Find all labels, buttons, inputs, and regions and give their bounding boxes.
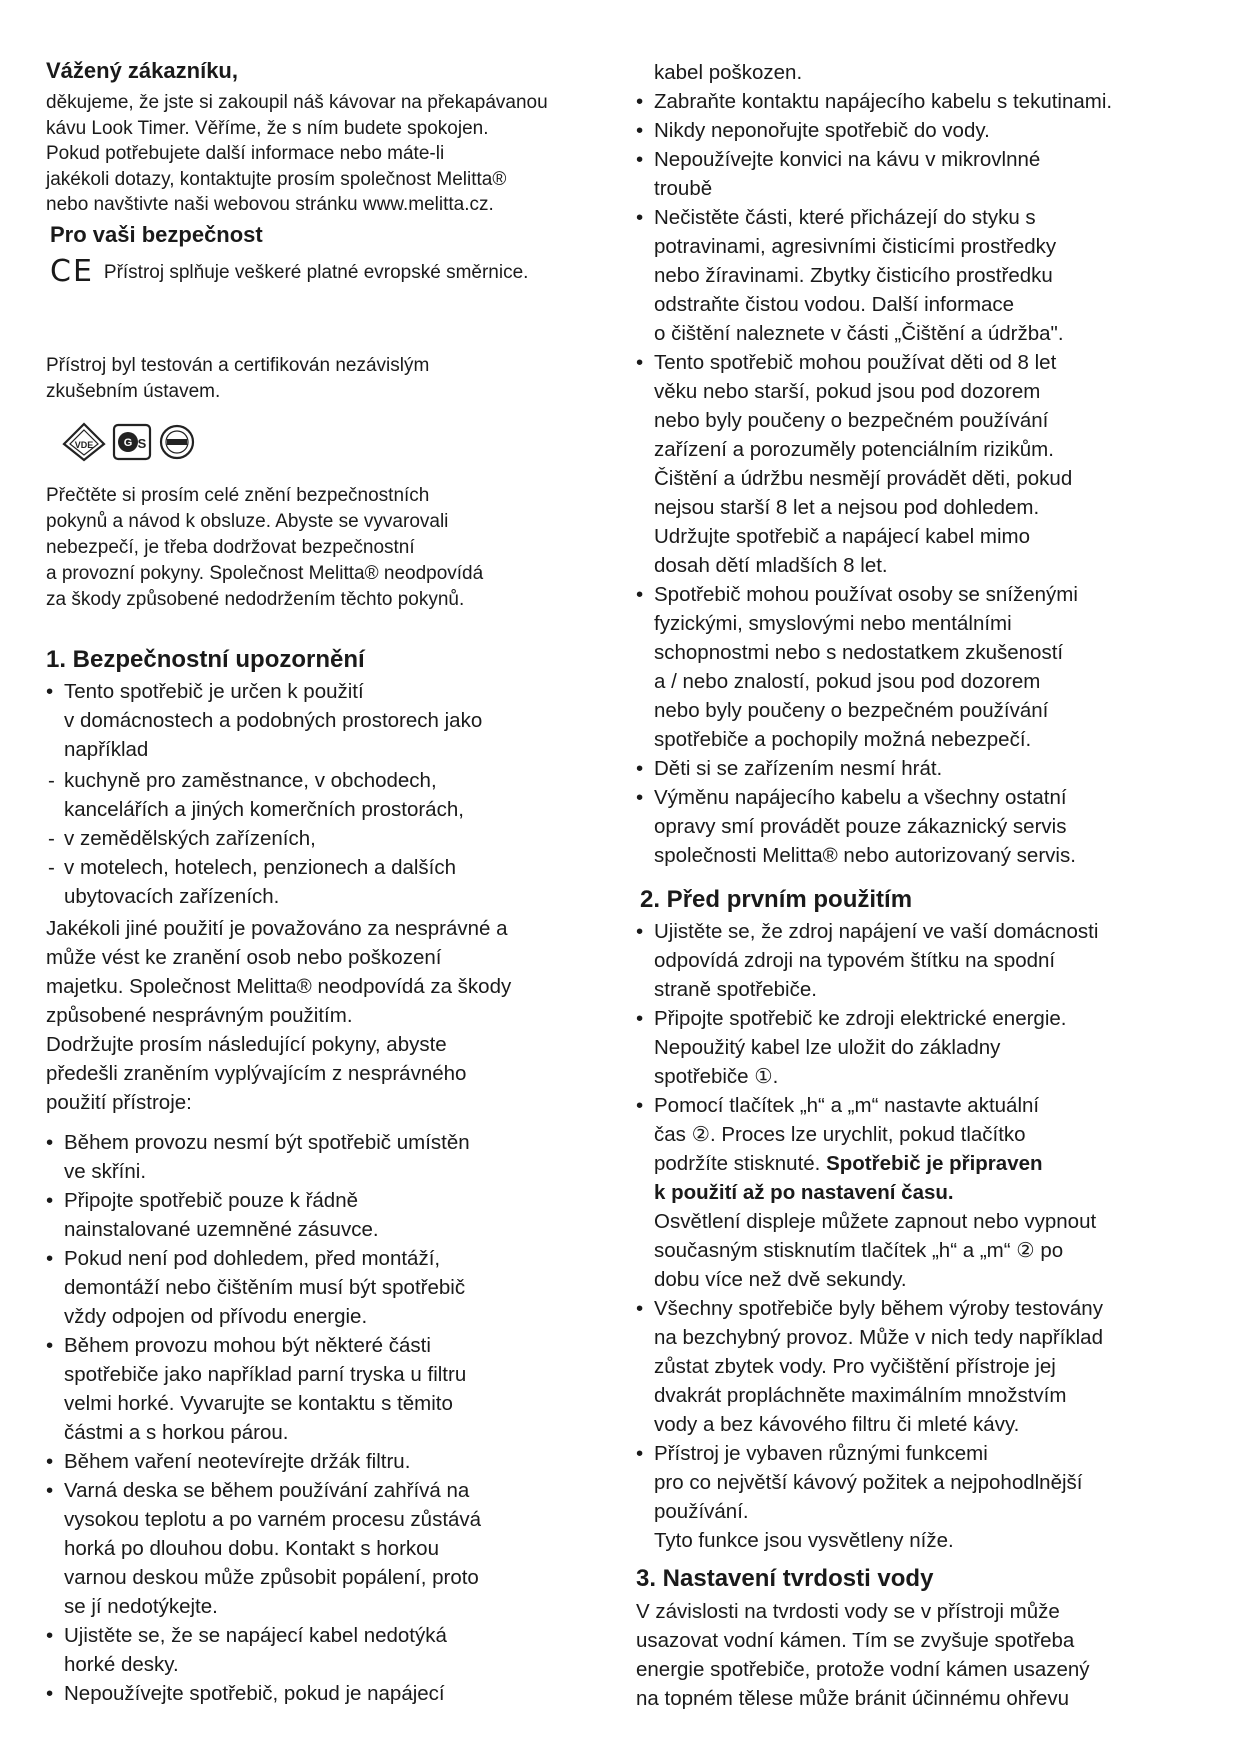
ce-mark-icon: CE bbox=[50, 254, 94, 289]
list-item bbox=[636, 1091, 1196, 1294]
svg-text:S: S bbox=[137, 436, 147, 451]
section1-paragraph: Jakékoli jiné použití je považováno za nesprávné a může vést ke zranění osob nebo poškození majetku. Společnost Melitta® neodpovídá za škody způsobené nesprávným použitím. Dodržujte prosím následující pokyny, abyste předešli zraněním vyplývajícím z nesprávného použití přístroje: bbox=[46, 917, 512, 1114]
list-item: • Pokud není pod dohledem, před montáží, demontáží nebo čištěním musí být spotřebič vždy odpojen od přívodu energie. bbox=[46, 1244, 606, 1331]
display-light-text: Osvětlení displeje můžete zapnout nebo vypnout současným stisknutím tlačítek „h“ a „m“ ② po dobu více než dvě sekundy. bbox=[654, 1210, 1097, 1291]
list-item: • Tento spotřebič je určen k použití v domácnostech a podobných prostorech jako například bbox=[46, 677, 606, 764]
list-item: • Připojte spotřebič pouze k řádně nainstalované uzemněné zásuvce. bbox=[46, 1186, 606, 1244]
section2-heading: 2. Před prvním použitím bbox=[640, 886, 913, 913]
list-item: • Zabraňte kontaktu napájecího kabelu s tekutinami. bbox=[636, 87, 1196, 116]
list-item: • Nepoužívejte konvici na kávu v mikrovlnné troubě bbox=[636, 145, 1196, 203]
list-item: - v zemědělských zařízeních, bbox=[46, 824, 606, 853]
list-item: • Přístroj je vybaven různými funkcemi pro co největší kávový požitek a nejpohodlnější používání. Tyto funkce jsou vysvětleny níže. bbox=[636, 1439, 1196, 1555]
list-item: • Připojte spotřebič ke zdroji elektrické energie. Nepoužitý kabel lze uložit do základny spotřebiče ①. bbox=[636, 1004, 1196, 1091]
svg-text:G: G bbox=[123, 437, 133, 449]
certification-logos bbox=[62, 422, 606, 462]
safety-heading: Pro vaši bezpečnost bbox=[50, 222, 263, 247]
list-item: • Nikdy neponořujte spotřebič do vody. bbox=[636, 116, 1196, 145]
section1-heading: 1. Bezpečnostní upozornění bbox=[46, 646, 365, 673]
list-item: • Všechny spotřebiče byly během výroby testovány na bezchybný provoz. Může v nich tedy například zůstat zbytek vody. Pro vyčištění přístroje jej dvakrát propláchněte maximálním množstvím vody a bez kávového filtru či mleté kávy. bbox=[636, 1294, 1196, 1439]
gs-logo-icon bbox=[112, 423, 152, 461]
list-item: • Výměnu napájecího kabelu a všechny ostatní opravy smí provádět pouze zákaznický servis společnosti Melitta® nebo autorizovaný servis. bbox=[636, 783, 1196, 870]
section3-heading: 3. Nastavení tvrdosti vody bbox=[636, 1565, 934, 1592]
vde-logo-icon bbox=[62, 422, 106, 462]
safety-bullets-continued bbox=[636, 87, 1196, 870]
svg-text:VDE: VDE bbox=[74, 440, 94, 450]
section1-lead-list bbox=[46, 677, 606, 764]
intro-paragraph: děkujeme, že jste si zakoupil náš kávovar na překapávanou kávu Look Timer. Věříme, že s ním budete spokojen. Pokud potřebujete další informace nebo máte-li jakékoli dotazy, kontaktujte prosím společnost Melitta® nebo navštivte naši webovou stránku www.melitta.cz. bbox=[46, 92, 548, 215]
time-setting-text: Pomocí tlačítek „h“ a „m“ nastavte aktuální čas ②. Proces lze urychlit, pokud tlačítko podržíte stisknuté. bbox=[654, 1094, 1040, 1175]
section3-paragraph: V závislosti na tvrdosti vody se v přístroji může usazovat vodní kámen. Tím se zvyšuje spotřeba energie spotřebiče, protože vodní kámen usazený na topném tělese může bránit účinnému ohřevu bbox=[636, 1600, 1090, 1710]
list-item: • Nepoužívejte spotřebič, pokud je napájecí bbox=[46, 1679, 606, 1708]
emv-logo-icon bbox=[158, 423, 196, 461]
list-item: • Během vaření neotevírejte držák filtru. bbox=[46, 1447, 606, 1476]
ce-row bbox=[50, 254, 606, 289]
list-item: - kuchyně pro zaměstnance, v obchodech, kancelářích a jiných komerčních prostorách, bbox=[46, 766, 606, 824]
list-item: • Nečistěte části, které přicházejí do styku s potravinami, agresivními čisticími prostředky nebo žíravinami. Zbytky čisticího prostředku odstraňte čistou vodou. Další informace o čištění naleznete v části „Čištění a údržba". bbox=[636, 203, 1196, 348]
continued-text: kabel poškozen. bbox=[654, 61, 803, 84]
list-item: • Během provozu mohou být některé části spotřebiče jako například parní tryska u filtru velmi horké. Vyvarujte se kontaktu s těmito částmi a s horkou párou. bbox=[46, 1331, 606, 1447]
list-item: • Tento spotřebič mohou používat děti od 8 let věku nebo starší, pokud jsou pod dozorem nebo byly poučeny o bezpečném používání zařízení a porozuměly potenciálním rizikům. Čištění a údržbu nesmějí provádět děti, pokud nejsou starší 8 let a nejsou pod dohledem. Udržujte spotřebič a napájecí kabel mimo dosah dětí mladších 8 let. bbox=[636, 348, 1196, 580]
section1-dash-list bbox=[46, 766, 606, 911]
ce-text: Přístroj splňuje veškeré platné evropské směrnice. bbox=[103, 261, 529, 283]
greeting: Vážený zákazníku, bbox=[46, 58, 238, 83]
list-item: • Ujistěte se, že se napájecí kabel nedotýká horké desky. bbox=[46, 1621, 606, 1679]
ready-notice: Spotřebič je připraven k použití až po nastavení času. bbox=[654, 1152, 1043, 1204]
list-item: • Děti si se zařízením nesmí hrát. bbox=[636, 754, 1196, 783]
list-item: - v motelech, hotelech, penzionech a dalších ubytovacích zařízeních. bbox=[46, 853, 606, 911]
section2-bullet-list bbox=[636, 917, 1196, 1555]
list-item: • Ujistěte se, že zdroj napájení ve vaší domácnosti odpovídá zdroji na typovém štítku na spodní straně spotřebiče. bbox=[636, 917, 1196, 1004]
section1-bullet-list bbox=[46, 1128, 606, 1708]
list-item: • Během provozu nesmí být spotřebič umístěn ve skříni. bbox=[46, 1128, 606, 1186]
tested-text: Přístroj byl testován a certifikován nezávislým zkušebním ústavem. bbox=[46, 355, 430, 402]
list-item: • Spotřebič mohou používat osoby se sníženými fyzickými, smyslovými nebo mentálními schopnostmi nebo s nedostatkem zkušeností a / nebo znalostí, pokud jsou pod dozorem nebo byly poučeny o bezpečném používání spotřebiče a pochopily možná nebezpečí. bbox=[636, 580, 1196, 754]
read-notice: Přečtěte si prosím celé znění bezpečnostních pokynů a návod k obsluze. Abyste se vyvarovali nebezpečí, je třeba dodržovat bezpečnostní a provozní pokyny. Společnost Melitta® neodpovídá za škody způsobené nedodržením těchto pokynů. bbox=[46, 485, 484, 610]
list-item: • Varná deska se během používání zahřívá na vysokou teplotu a po varném procesu zůstává horká po dlouhou dobu. Kontakt s horkou varnou deskou může způsobit popálení, proto se jí nedotýkejte. bbox=[46, 1476, 606, 1621]
